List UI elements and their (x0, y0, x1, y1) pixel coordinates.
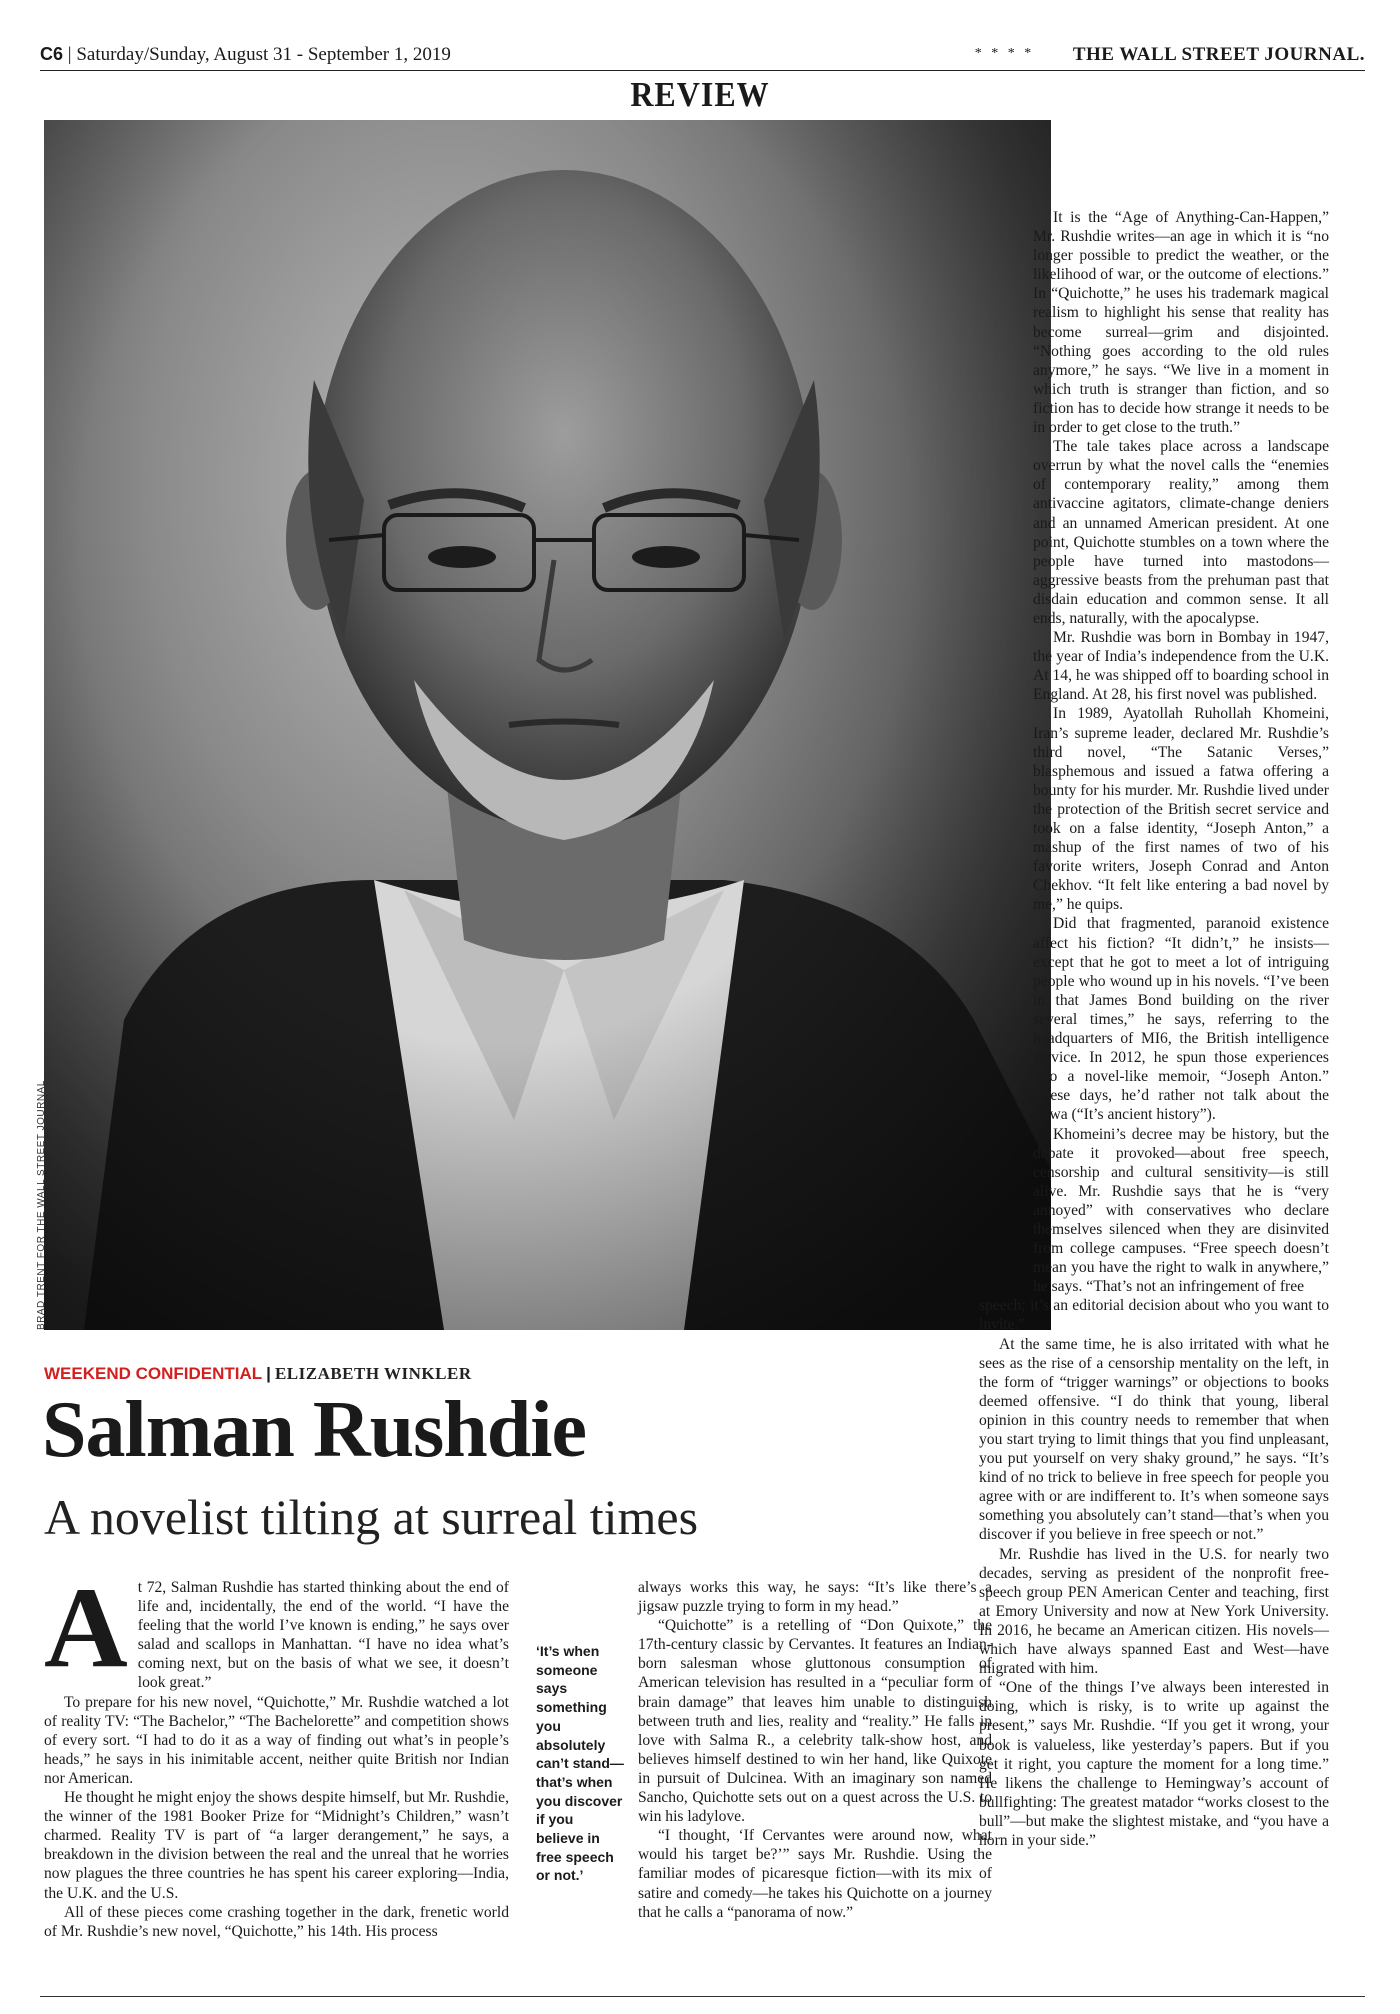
article-column-right (979, 208, 1329, 1850)
footer-rule (40, 1996, 1365, 1997)
paragraph: Mr. Rushdie was born in Bombay in 1947, the year of India’s independence from the U.K. At 14, he was shipped off to boarding school in England. At 28, his first novel was published. (1033, 629, 1329, 704)
paragraph: t 72, Salman Rushdie has started thinking about the end of life and, incidentally, the end of the world. “I have the feeling that the world I’ve known is ending,” he says over salad and scallops in Manhattan. “I have no idea what’s coming next, but on the basis of what we see, it doesn’t look great.” (137, 1579, 509, 1692)
article-column-right-wide (979, 1296, 1329, 1850)
paragraph: “I thought, ‘If Cervantes were around now, what would his target be?’” says Mr. Rushdie. Using the familiar modes of picaresque fiction—with its mix of satire and comedy—he takes his Quichotte on a journey that he calls a “panorama of now.” (638, 1827, 992, 1921)
paragraph: speech; it’s an editorial decision about who you want to invite.” (979, 1297, 1329, 1334)
paragraph: It is the “Age of Anything-Can-Happen,” Mr. Rushdie writes—an age in which it is “no longer possible to predict the weather, or the likelihood of war, or the outcome of elections.” In “Quichotte,” he uses his trademark magical realism to highlight his sense that reality has become surreal—grim and disjointed. “Nothing goes according to the old rules anymore,” he says. “We live in a moment in which truth is stranger than fiction, and so fiction has to decide how strange it needs to be in order to get close to the truth.” (1033, 209, 1329, 437)
paragraph: “Quichotte” is a retelling of “Don Quixote,” the 17th-century classic by Cervantes. It features an Indian-born salesman whose gluttonous consumption of American television has resulted in a “peculiar form of brain damage” that leaves him unable to distinguish between truth and lies, reality and “reality.” He falls in love with Salma R., a celebrity talk-show host, and believes himself destined to win her hand, like Quixote in pursuit of Dulcinea. With an imaginary son named Sancho, Quichotte sets out on a quest across the U.S. to win his ladylove. (638, 1617, 992, 1826)
paragraph: always works this way, he says: “It’s like there’s a jigsaw puzzle trying to form in my head.” (638, 1579, 992, 1616)
paragraph: He thought he might enjoy the shows despite himself, but Mr. Rushdie, the winner of the 1981 Booker Prize for “Midnight’s Children,” wasn’t charmed. Reality TV is part of “a larger derangement,” he says, a breakdown in the division between the real and the unreal that he worries now plagues the three countries he has spent his career exploring—India, the U.K. and the U.S. (44, 1789, 509, 1902)
pull-quote: ‘It’s when someone says something you absolutely can’t stand—that’s when you discover if you believe in free speech or not.’ (536, 1643, 624, 1884)
dek: A novelist tilting at surreal times (44, 1489, 699, 1545)
page-number: C6 (40, 44, 64, 64)
paragraph: Mr. Rushdie has lived in the U.S. for nearly two decades, serving as president of the nonprofit free-speech group PEN American Center and teaching, first at Emory University and now at New York University. In 2016, he became an American citizen. His novels—which have always spanned East and West—have migrated with him. (979, 1545, 1329, 1678)
paragraph: Did that fragmented, paranoid existence affect his fiction? “It didn’t,” he insists—except that he got to meet a lot of intriguing people who wound up in his novels. “I’ve been in that James Bond building on the river several times,” he says, referring to the headquarters of MI6, the British intelligence service. In 2012, he spun those experiences into a novel-like memoir, “Joseph Anton.” These days, he’d rather not talk about the fatwa (“It’s ancient history”). (1033, 915, 1329, 1124)
paragraph: The tale takes place across a landscape overrun by what the novel calls the “enemies of contemporary reality,” among them antivaccine agitators, climate-change deniers and an unnamed American president. At one point, Quichotte stumbles on a town where the people have turned into mastodons—aggressive beasts from the prehuman past that disdain education and common sense. It all ends, naturally, with the apocalypse. (1033, 438, 1329, 627)
column-tag: WEEKEND CONFIDENTIAL (44, 1364, 263, 1383)
portrait-photo (44, 120, 1051, 1330)
paragraph: In 1989, Ayatollah Ruhollah Khomeini, Iran’s supreme leader, declared Mr. Rushdie’s third novel, “The Satanic Verses,” blasphemous and issued a fatwa offering a bounty for his murder. Mr. Rushdie lived under the protection of the British secret service and took on a false identity, “Joseph Anton,” a mashup of the first names of two of his favorite writers, Joseph Conrad and Anton Chekhov. “It felt like entering a bad novel by me,” he quips. (1033, 705, 1329, 914)
paragraph: “One of the things I’ve always been interested in doing, which is risky, is to write up against the present,” says Mr. Rushdie. “If you get it wrong, your book is valueless, like yesterday’s papers. But if you get it right, you capture the moment for a long time.” He likens the challenge to Hemingway’s account of bullfighting: The greatest matador “works closest to the bull”—but make the slightest mistake, and “you have a horn in your side.” (979, 1679, 1329, 1849)
masthead (40, 40, 1365, 71)
newspaper-name: THE WALL STREET JOURNAL. (1072, 44, 1365, 65)
edition-stars: * * * * (974, 46, 1035, 61)
paragraph: At the same time, he is also irritated with what he sees as the rise of a censorship mentality on the left, in the form of “trigger warnings” or objections to books deemed offensive. “I do think that young, liberal opinion in this country needs to remember that when you start trying to limit things that you find unpleasant, you put yourself on very shaky ground,” he says. “It’s kind of no trick to believe in free speech for people you agree with or are indifferent to. It’s when someone says something you absolutely can’t stand—that’s when you discover if you believe in free speech or not.” (979, 1335, 1329, 1544)
issue-date: | Saturday/Sunday, August 31 - September 1, 2019 (67, 44, 451, 65)
photo-credit: BRAD TRENT FOR THE WALL STREET JOURNAL (36, 1080, 47, 1330)
paragraph: All of these pieces come crashing together in the dark, frenetic world of Mr. Rushdie’s new novel, “Quichotte,” his 14th. His process (44, 1903, 509, 1940)
section-title: REVIEW (630, 74, 770, 114)
kicker-line (44, 1364, 472, 1384)
paragraph: Khomeini’s decree may be history, but the debate it provoked—about free speech, censorship and cultural sensitivity—is still alive. Mr. Rushdie says that he is “very annoyed” with conservatives who declare themselves silenced when they are disinvited from college campuses. “Free speech doesn’t mean you have the right to walk in anywhere,” he says. “That’s not an infringement of free (1033, 1125, 1329, 1296)
kicker-separator: | (266, 1364, 271, 1383)
drop-cap: A (44, 1564, 128, 1692)
article-column-left (44, 1564, 509, 1941)
portrait-illustration (44, 120, 1051, 1330)
article-column-middle (638, 1578, 992, 1922)
headline: Salman Rushdie (42, 1386, 586, 1474)
byline: ELIZABETH WINKLER (274, 1364, 472, 1383)
paragraph: To prepare for his new novel, “Quichotte,” Mr. Rushdie watched a lot of reality TV: “The Bachelor,” “The Bachelorette” and competition shows of every sort. “I had to do it as a way of finding out what’s in people’s heads,” he says in his inimitable accent, neither quite British nor Indian nor American. (44, 1693, 509, 1787)
